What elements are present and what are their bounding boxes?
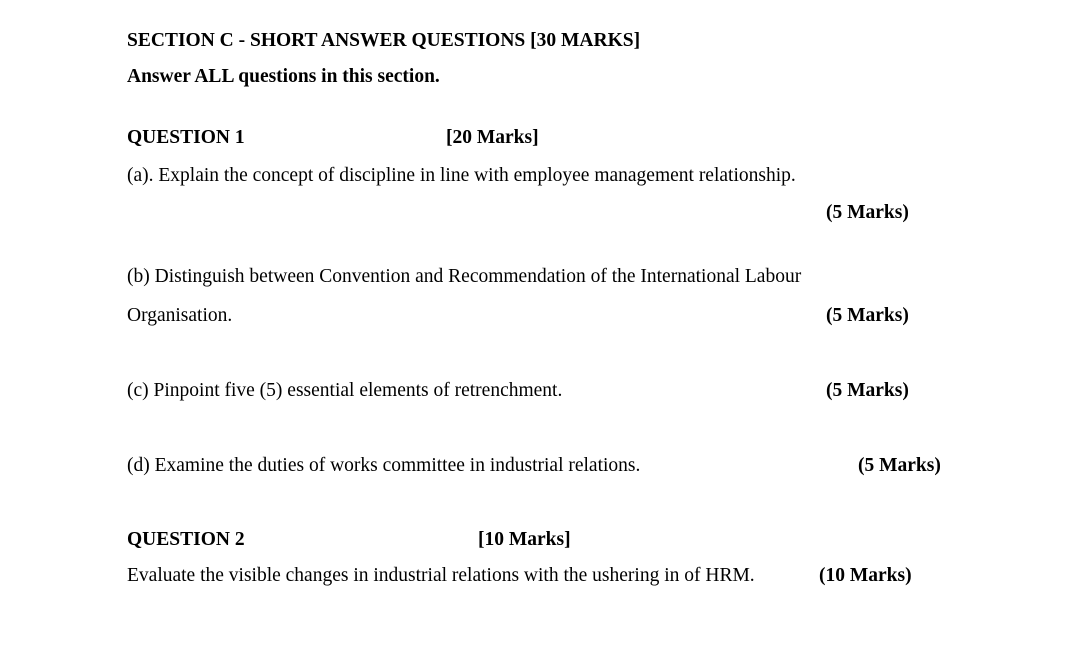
question2-heading: QUESTION 2 [127, 529, 245, 550]
question1b-text-line1: (b) Distinguish between Convention and Recommendation of the International Labour [127, 266, 802, 287]
question1b-text-line2: Organisation. [127, 305, 233, 326]
question1-heading: QUESTION 1 [127, 127, 245, 148]
question1a-marks: (5 Marks) [826, 202, 909, 223]
question1c-marks: (5 Marks) [826, 380, 909, 401]
question2-text: Evaluate the visible changes in industrial relations with the ushering in of HRM. [127, 565, 755, 586]
question1-marks: [20 Marks] [446, 127, 539, 148]
question1c-text: (c) Pinpoint five (5) essential elements of retrenchment. [127, 380, 563, 401]
section-instruction: Answer ALL questions in this section. [127, 66, 440, 87]
question1b-marks: (5 Marks) [826, 305, 909, 326]
section-title: SECTION C - SHORT ANSWER QUESTIONS [30 MARKS] [127, 30, 641, 51]
question1d-marks: (5 Marks) [858, 455, 941, 476]
question2-text-marks: (10 Marks) [819, 565, 912, 586]
question1d-text: (d) Examine the duties of works committee in industrial relations. [127, 455, 641, 476]
question2-marks: [10 Marks] [478, 529, 571, 550]
question1a-text: (a). Explain the concept of discipline in line with employee management relationship. [127, 165, 796, 186]
